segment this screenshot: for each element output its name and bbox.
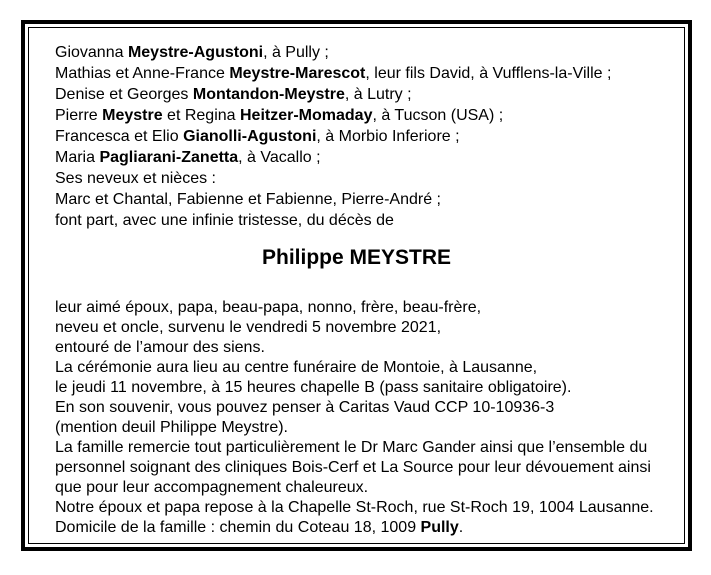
text-line: que pour leur accompagnement chaleureux. <box>55 479 369 496</box>
text-line: Notre époux et papa repose à la Chapelle St-Roch, rue St-Roch 19, 1004 Lausanne. <box>55 499 654 516</box>
family-paragraph <box>55 42 676 231</box>
text-line: Maria Pagliarani-Zanetta, à Vacallo ; <box>55 149 321 166</box>
text-line: (mention deuil Philippe Meystre). <box>55 419 288 436</box>
text-line: Pierre Meystre et Regina Heitzer-Momaday, à Tucson (USA) ; <box>55 107 504 124</box>
notice-content <box>29 28 684 543</box>
text-line: personnel soignant des cliniques Bois-Cerf et La Source pour leur dévouement ainsi <box>55 459 651 476</box>
text-line: En son souvenir, vous pouvez penser à Caritas Vaud CCP 10-10936-3 <box>55 399 555 416</box>
deceased-name-heading: Philippe MEYSTRE <box>261 246 452 269</box>
notice-outer-frame <box>21 20 692 551</box>
text-line: La cérémonie aura lieu au centre funéraire de Montoie, à Lausanne, <box>55 359 538 376</box>
text-line: Francesca et Elio Gianolli-Agustoni, à Morbio Inferiore ; <box>55 128 460 145</box>
text-line: Ses neveux et nièces : <box>55 170 216 187</box>
text-line: Giovanna Meystre-Agustoni, à Pully ; <box>55 44 329 61</box>
text-line: La famille remercie tout particulièrement le Dr Marc Gander ainsi que l’ensemble du <box>55 439 648 456</box>
announcement-paragraph <box>55 298 676 538</box>
text-line: Mathias et Anne-France Meystre-Marescot, leur fils David, à Vufflens-la-Ville ; <box>55 65 612 82</box>
text-line: neveu et oncle, survenu le vendredi 5 novembre 2021, <box>55 319 442 336</box>
text-line: leur aimé époux, papa, beau-papa, nonno, frère, beau-frère, <box>55 299 482 316</box>
text-line: Denise et Georges Montandon-Meystre, à Lutry ; <box>55 86 412 103</box>
text-line: le jeudi 11 novembre, à 15 heures chapelle B (pass sanitaire obligatoire). <box>55 379 572 396</box>
text-line: font part, avec une infinie tristesse, du décès de <box>55 212 394 229</box>
text-line: Marc et Chantal, Fabienne et Fabienne, Pierre-André ; <box>55 191 441 208</box>
text-line: entouré de l’amour des siens. <box>55 339 265 356</box>
notice-inner-frame <box>28 27 685 544</box>
text-line: Domicile de la famille : chemin du Coteau 18, 1009 Pully. <box>55 519 464 536</box>
